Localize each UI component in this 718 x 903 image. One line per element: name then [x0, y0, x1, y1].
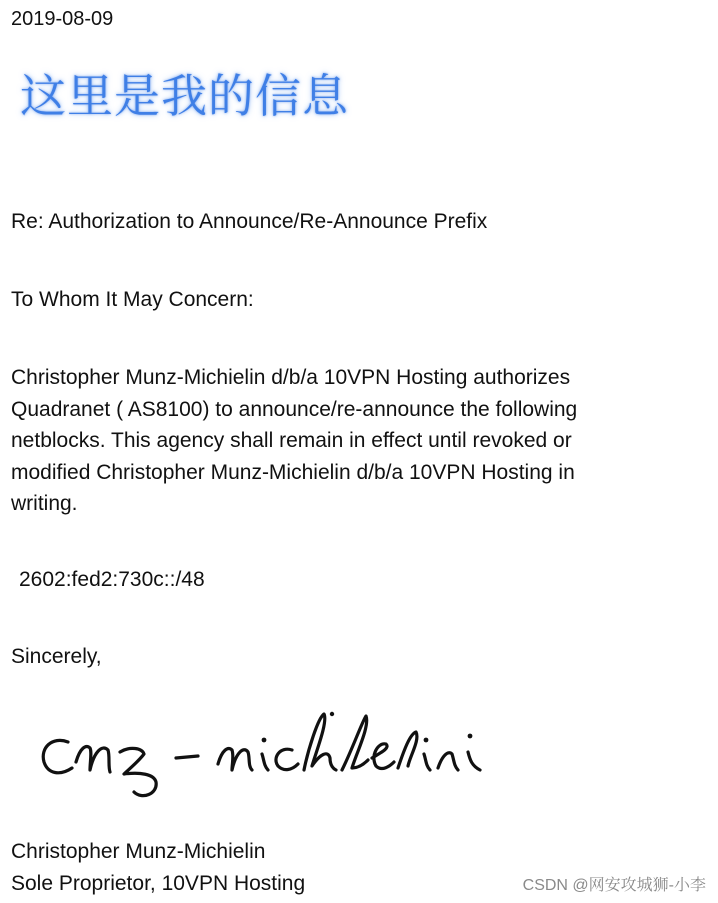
body-line: Quadranet ( AS8100) to announce/re-announce the following [11, 397, 578, 421]
letter-closing: Sincerely, [11, 645, 102, 668]
body-line: netblocks. This agency shall remain in effect until revoked or [11, 429, 572, 452]
body-line: writing. [11, 492, 78, 515]
body-line: Christopher Munz-Michielin d/b/a 10VPN Hosting authorizes [11, 366, 571, 389]
signer-name: Christopher Munz-Michielin [11, 840, 266, 863]
letter-date: 2019-08-09 [11, 8, 114, 30]
letter-body [11, 362, 711, 520]
letter-salutation: To Whom It May Concern: [11, 288, 254, 311]
netblock-prefix: 2602:fed2:730c::/48 [19, 568, 205, 591]
body-line: modified Christopher Munz-Michielin d/b/a 10VPN Hosting in [11, 460, 575, 484]
signer-title: Sole Proprietor, 10VPN Hosting [11, 872, 306, 895]
overlay-note-text: 这里是我的信息 [20, 69, 349, 123]
letter-subject: Re: Authorization to Announce/Re-Announce Prefix [11, 210, 488, 233]
handwritten-signature [30, 700, 500, 810]
csdn-watermark: CSDN @网安攻城狮-小李 [522, 877, 706, 894]
